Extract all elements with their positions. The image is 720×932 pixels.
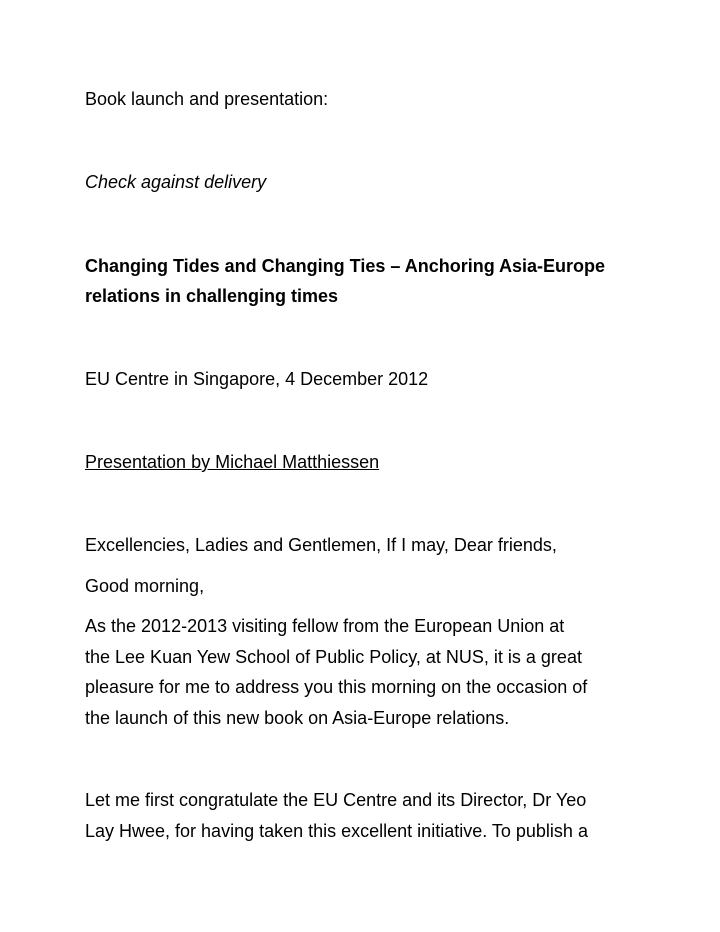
title-line-1: Changing Tides and Changing Ties – Anchoring Asia-Europe (85, 256, 606, 276)
delivery-note: Check against delivery (85, 172, 267, 192)
greeting: Good morning, (85, 576, 205, 596)
venue-date: EU Centre in Singapore, 4 December 2012 (85, 369, 429, 389)
paragraph1-line-2: the Lee Kuan Yew School of Public Policy, at NUS, it is a great (85, 647, 582, 667)
paragraph2-line-1: Let me first congratulate the EU Centre and its Director, Dr Yeo (85, 790, 587, 810)
paragraph1-line-4: the launch of this new book on Asia-Europe relations. (85, 708, 510, 728)
title-line-2: relations in challenging times (85, 286, 339, 306)
presenter-line: Presentation by Michael Matthiessen (85, 452, 380, 472)
salutation: Excellencies, Ladies and Gentlemen, If I may, Dear friends, (85, 535, 557, 555)
paragraph1-line-1: As the 2012-2013 visiting fellow from the European Union at (85, 616, 565, 636)
paragraph2-line-2: Lay Hwee, for having taken this excellent initiative. To publish a (85, 821, 588, 841)
paragraph1-line-3: pleasure for me to address you this morning on the occasion of (85, 677, 588, 697)
event-label: Book launch and presentation: (85, 89, 329, 109)
